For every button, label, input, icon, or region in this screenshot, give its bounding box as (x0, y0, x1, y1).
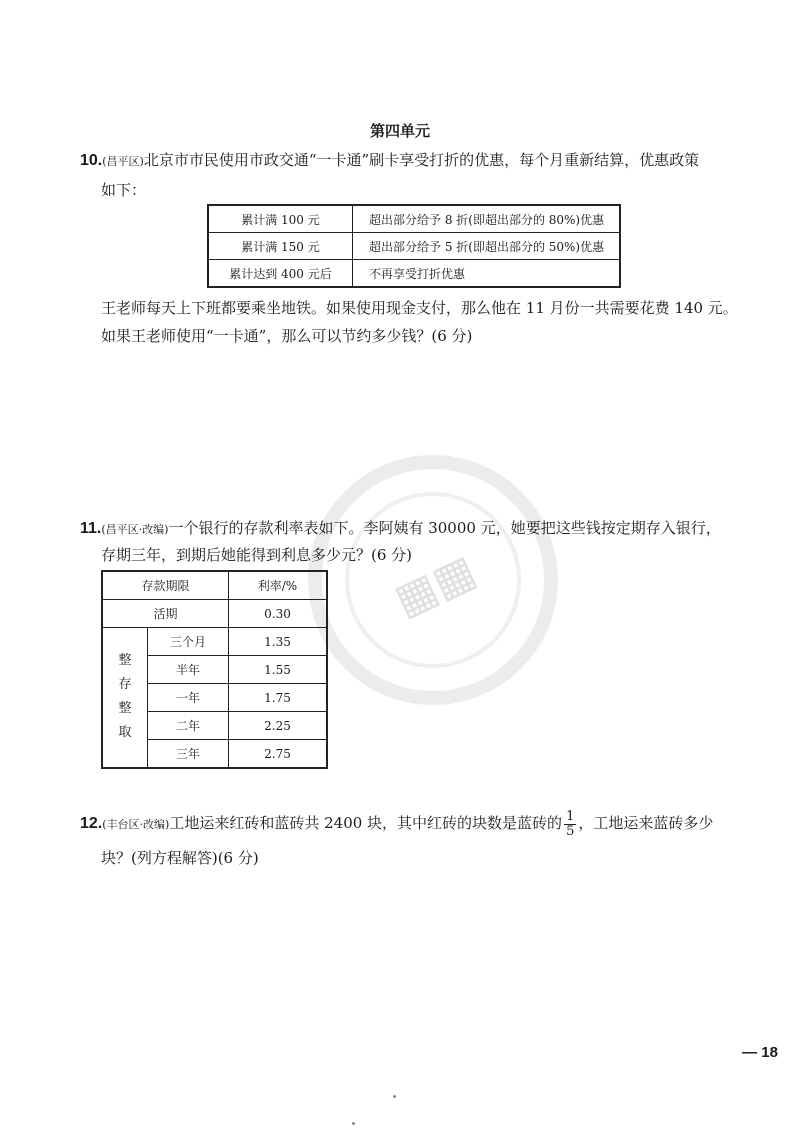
table-cell: 累计满 100 元 (208, 205, 353, 233)
table-cell: 2.75 (229, 740, 328, 769)
group-label-text: 整存整取 (118, 653, 132, 740)
table-row (208, 233, 620, 260)
table-cell: 2.25 (229, 712, 328, 740)
table-row (102, 600, 327, 628)
watermark-stamp-mark: ▦▦ (386, 544, 484, 627)
q10-line2: 如下： (101, 181, 147, 199)
q12-source: (丰台区·改编) (102, 818, 170, 831)
table-cell: 不再享受打折优惠 (353, 260, 621, 288)
fraction-numerator: 1 (566, 808, 575, 824)
table-header-row (102, 571, 327, 600)
q11-source: (昌平区·改编) (101, 523, 169, 536)
section-title: 第四单元 (369, 122, 430, 140)
scan-dot (393, 1095, 396, 1098)
fraction (564, 810, 576, 839)
table-cell: 三年 (148, 740, 229, 769)
table-cell: 三个月 (148, 628, 229, 656)
q12-line1 (80, 808, 713, 840)
q10-line3: 王老师每天上下班都要乘坐地铁。如果使用现金支付，那么他在 11 月份一共需要花费 140 元。 (101, 299, 738, 317)
q12-text-1a: 工地运来红砖和蓝砖共 2400 块，其中红砖的块数是蓝砖的 (169, 814, 563, 832)
table-cell: 1.35 (229, 628, 328, 656)
q10-text-1: 北京市市民使用市政交通“一卡通”刷卡享受打折的优惠，每个月重新结算，优惠政策 (143, 151, 700, 169)
q12-line2: 块？(列方程解答)(6 分) (101, 849, 259, 867)
table-row (208, 205, 620, 233)
header-rate: 利率/% (229, 571, 328, 600)
q11-rate-table (101, 570, 328, 769)
demand-label: 活期 (102, 600, 229, 628)
table-cell: 1.55 (229, 656, 328, 684)
scan-dot (352, 1122, 355, 1125)
table-cell: 累计达到 400 元后 (208, 260, 353, 288)
q10-source: (昌平区) (102, 155, 144, 168)
demand-rate: 0.30 (229, 600, 328, 628)
header-term: 存款期限 (102, 571, 229, 600)
table-cell: 超出部分给予 8 折(即超出部分的 80%)优惠 (353, 205, 621, 233)
table-cell: 1.75 (229, 684, 328, 712)
table-cell: 超出部分给予 5 折(即超出部分的 50%)优惠 (353, 233, 621, 260)
q11-line2: 存期三年，到期后她能得到利息多少元？(6 分) (101, 546, 413, 564)
table-cell: 半年 (148, 656, 229, 684)
q11-text-1: 一个银行的存款利率表如下。李阿姨有 30000 元，她要把这些钱按定期存入银行， (168, 519, 721, 537)
q12-number: 12. (80, 815, 103, 832)
table-cell: 累计满 150 元 (208, 233, 353, 260)
fraction-denominator: 5 (566, 823, 575, 839)
table-row (208, 260, 620, 288)
table-cell: 一年 (148, 684, 229, 712)
q10-number: 10. (80, 152, 103, 169)
q12-text-1b: ，工地运来蓝砖多少 (578, 814, 714, 832)
group-label (102, 628, 148, 769)
q10-line1 (80, 150, 699, 172)
q10-line4: 如果王老师使用“一卡通”，那么可以节约多少钱？(6 分) (101, 327, 473, 345)
page-number: — 18 (742, 1044, 778, 1061)
table-cell: 二年 (148, 712, 229, 740)
table-row (102, 628, 327, 656)
q11-number: 11. (80, 520, 102, 537)
q10-discount-table (207, 204, 621, 288)
q11-line1 (80, 518, 721, 540)
